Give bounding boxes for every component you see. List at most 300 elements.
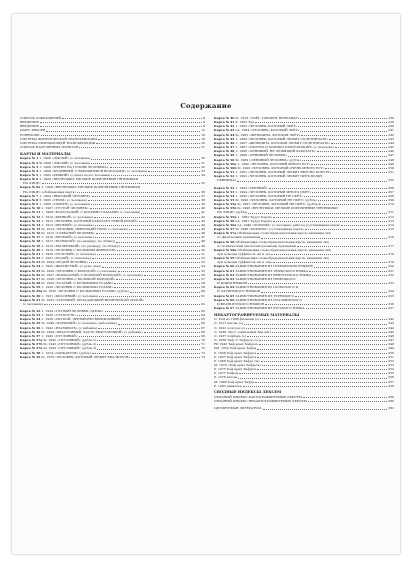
toc-entry-title: Sl. 1996 «ЧЕЛОВЕК, КОТОРЫЙ НЕ ПЬЁТ» (дубль) xyxy=(235,197,317,202)
dot-leader xyxy=(273,221,387,222)
map-number: Карта № 3 xyxy=(20,164,39,169)
toc-entry-title: 1. 1994 «ЧЕЛОВЕК, КОТОРЫЙ МНОГО ПЬЁТ» xyxy=(235,189,311,194)
toc-entry[interactable] xyxy=(214,406,394,410)
page-number: 71 xyxy=(201,342,205,347)
map-number: Карта № 24 xyxy=(20,264,41,269)
page-number: 32 xyxy=(201,164,205,169)
dot-leader xyxy=(41,135,201,136)
toc-entry-title: Sl. 1945 «ПУГЛИВЫЙ» (дубль-3) xyxy=(43,346,97,351)
page-number: 313 xyxy=(388,218,394,223)
page-title: Содержание xyxy=(180,102,232,110)
page-number: 42 xyxy=(201,214,205,219)
toc-entry-title: 1. 1907 «ГУСТОЙ ЧЕЛОВЕК» xyxy=(41,206,89,211)
page-number: 308 xyxy=(388,193,394,198)
dot-leader xyxy=(331,143,387,144)
dot-leader xyxy=(302,160,388,161)
dot-leader xyxy=(99,296,200,297)
dot-leader xyxy=(118,271,200,272)
toc-entry[interactable] xyxy=(214,384,394,388)
dot-leader xyxy=(98,328,200,329)
page-number: 309 xyxy=(388,197,394,202)
dot-leader xyxy=(273,262,387,263)
toc-entry[interactable] xyxy=(214,306,394,310)
map-number: Карта № 65 xyxy=(214,293,235,298)
dot-leader xyxy=(42,183,200,184)
dot-leader xyxy=(97,349,200,350)
page-number: 355 xyxy=(388,371,394,376)
dot-leader xyxy=(91,159,200,160)
dot-leader xyxy=(88,200,200,201)
toc-entry-title: 1. 1987 «ОХОТНО И ХОРОШО РАБОТАЮЩИЙ» (о человеке) xyxy=(235,145,334,150)
dot-leader xyxy=(92,258,200,259)
map-number: Карта № 67 xyxy=(214,306,235,311)
toc-entry-title: ВВЕДЕНИЕ xyxy=(20,120,39,125)
page-number: 27 xyxy=(201,145,205,150)
page-number: 9 xyxy=(203,124,205,129)
toc-entry-title: LA. 1981 Ъудух Ъэрдть xyxy=(235,218,273,223)
map-number: Карта № 38 xyxy=(20,350,41,355)
page-number: 41 xyxy=(201,210,205,215)
dot-leader xyxy=(148,171,200,172)
map-number: Карта № 42 xyxy=(214,124,235,129)
toc-entry-title: Л. 1937 ломбарь (о) xyxy=(214,333,246,338)
dot-leader xyxy=(144,275,200,276)
page-number: 241 xyxy=(388,128,394,133)
toc-entry-title: 1. 1925 «ЖИЛИСТЫЙ» (о руке, шее) xyxy=(41,264,101,269)
section-heading: НЕКАРТОГРАФИРУЕМЫЕ МАТЕРИАЛЫ xyxy=(214,312,300,317)
page-number: 350 xyxy=(388,350,394,355)
dot-leader xyxy=(95,225,200,226)
page-number: 40 xyxy=(201,206,205,211)
page-number: 55 xyxy=(201,268,205,273)
map-number: Карта № 46 xyxy=(214,140,235,145)
page-number: 239 xyxy=(388,120,394,125)
dot-leader xyxy=(96,233,200,234)
page-number: 50 xyxy=(201,247,205,252)
map-number: Карта № 25 xyxy=(20,268,41,273)
dot-leader xyxy=(305,229,388,230)
dot-leader xyxy=(257,353,387,354)
page-number: 345 xyxy=(388,329,394,334)
map-number: Карта № 39 xyxy=(20,354,41,359)
toc-entry-title: 1. 1917 «БОЛЬШОЙ» (по размеру, по облику) xyxy=(41,239,116,244)
dot-leader xyxy=(263,409,387,410)
dot-leader xyxy=(255,122,387,123)
dot-leader xyxy=(309,271,387,272)
dot-leader xyxy=(105,311,201,312)
page-number: 346 xyxy=(388,333,394,338)
map-number: Карта № 37в xyxy=(20,346,43,351)
dot-leader xyxy=(317,151,388,152)
page-number: 342 xyxy=(388,317,394,322)
page-number: 51 xyxy=(201,251,205,256)
toc-entry-title: М. 1970 «Ъэф арых Ъэфдьть» xyxy=(214,363,262,367)
dot-leader xyxy=(44,304,200,305)
toc-entry-title: Sl. 1978 «ЛЬЁТ, ГОВОРИТ НЕПРАВДУ» xyxy=(235,116,300,120)
map-number: Карта № 4 xyxy=(20,168,39,173)
dot-leader xyxy=(110,167,201,168)
dot-leader xyxy=(97,340,200,341)
dot-leader xyxy=(243,386,388,387)
toc-entry-title: Sl. 1998 «ВЕСНУШКИ, МЕЛКИЕ КОРИЧНЕВЫЕ ПЯТНЫШКИ xyxy=(237,206,338,211)
map-number: Карта № 49 xyxy=(214,153,235,158)
map-number: Карта № 2 xyxy=(20,160,39,165)
toc-entry-title: 1. 1934 «ГЛУПЫЙ ЧЕЛОВЕК, ДУРАК» xyxy=(41,308,104,313)
toc-entry-title: Sl. 1930 «ЧЕЛОВЕК С БОЛЬШИМИ УСАМИ» (дубль) xyxy=(43,289,129,294)
map-number: Карта № 20 xyxy=(20,247,41,252)
page-number: 357 xyxy=(388,379,394,384)
toc-entry-title: 1. 1987 «ЖЕНЩИНА, КОТОРАЯ ЛЮБИТ СПЛЕТНИЧАТЬ» xyxy=(235,140,331,145)
page-number: 43 xyxy=(201,218,205,223)
page-number: 37 xyxy=(201,193,205,198)
page-number: 318 xyxy=(388,252,394,256)
toc-entry-title: ЗАИМСТВОВАНИЯ ИЗ НЕМЕЦКОГО xyxy=(235,276,296,281)
dot-leader xyxy=(329,139,387,140)
dot-leader xyxy=(144,332,201,333)
toc-entry-title: 1. 1906 «ГОРБУН» (о человеке) xyxy=(39,202,91,207)
page-number: 54 xyxy=(201,264,205,269)
page-number: 9 xyxy=(203,120,205,125)
page-number: 238 xyxy=(388,116,394,120)
toc-entry-title: Sl. 1945 «ПУГЛИВЫЙ» (дубль-1) xyxy=(43,338,97,343)
map-number: Карта № 5 xyxy=(20,172,39,177)
page-number: 33 xyxy=(201,168,205,173)
map-number: Карта № 58а xyxy=(214,247,237,252)
dot-leader xyxy=(248,283,387,284)
toc-entry-title: 1. 1992 «ЧЕЛОВЕК, КОТОРЫЙ ЛЮБИТ ПИТЬ ВОДКУ, xyxy=(235,174,324,179)
page-number: 34 xyxy=(201,172,205,177)
toc-entry-title: Sl.1908 «ЛЫСЫЙ» (о человеке) xyxy=(39,160,91,165)
toc-entry-title: ЗАИМСТВОВАНИЯ ИЗ ВЕНГЕРСКОГО ЯЗЫКА xyxy=(235,272,312,277)
toc-entry-title: Р. 1978 катовь xyxy=(214,375,238,380)
toc-entry-title: 1. 1993 «ТРЕЗВЫЙ» xyxy=(235,185,268,190)
page-number: 246 xyxy=(388,149,394,154)
toc-entry-title: Sl. 1915 «ГОРБАТЫЙ ЧЕЛОВЕК» xyxy=(41,231,96,236)
toc-entry-title: ЗАИМСТВОВАНИЯ ИЗ ПОЛЬСКОГО И xyxy=(235,285,299,290)
dot-leader xyxy=(92,196,200,197)
dot-leader xyxy=(332,172,387,173)
map-number: Карта № 44 xyxy=(214,132,235,137)
page-number: 306 xyxy=(388,185,394,190)
map-number: Карта № 55в xyxy=(214,214,237,219)
dot-leader xyxy=(114,283,200,284)
toc-entry-title: 1. 1945 «ПУГЛИВЫЙ» xyxy=(41,333,78,338)
dot-leader xyxy=(248,213,387,214)
page-number: 31 xyxy=(201,160,205,165)
page-number: 382 xyxy=(388,406,394,411)
dot-leader xyxy=(96,143,200,144)
toc-entry-title: Р. 1975 Ъэф арых Ъэфдьть xyxy=(214,367,257,372)
map-number: Карта № 1 xyxy=(20,156,39,161)
map-number: Карта № 6 xyxy=(20,177,39,182)
dot-leader xyxy=(40,126,202,127)
dot-leader xyxy=(246,328,387,329)
page-number: 248 xyxy=(388,157,394,162)
toc-entry-title: 1. 1938 «СКУПОЙ, ЧРЕЗМЕРНО БЕРЕЖЛИВЫЙ» xyxy=(41,317,122,322)
page-number: 52 xyxy=(201,256,205,261)
toc-entry-title: И ИДИШ ЯЗЫКОВ xyxy=(217,281,248,286)
map-number: Карта № 6а xyxy=(20,185,41,190)
toc-entry-text xyxy=(214,384,242,388)
toc-entry-title: НА ЛИЦЕ» xyxy=(23,181,41,186)
toc-entry-text xyxy=(20,145,78,149)
toc-entry-title: ЗАИМСТВОВАНИЯ ИЗ ИТАЛЬЯНСКОГО xyxy=(235,297,302,302)
toc-entry-title: ЗАИМСТВОВАНИЯ ИЗ ТЮРКСКОГО ЯЗЫКА xyxy=(235,268,309,273)
page-number: 344 xyxy=(388,325,394,330)
toc-entry-title: при помощи суффиксов -ик и -ець xyxy=(217,260,272,265)
page-number: 244 xyxy=(388,140,394,145)
document-page xyxy=(12,14,400,554)
dot-leader xyxy=(239,373,387,374)
page-number: 63 xyxy=(201,308,205,313)
page-number: 352 xyxy=(388,358,394,363)
page-number: 16 xyxy=(201,132,205,137)
toc-entry-title: И ФРАНЦУЗСКОГО ЯЗЫКОВ xyxy=(217,301,265,306)
map-number: Карта № 50б xyxy=(214,165,237,170)
toc-entry-title: ЗАИМСТВОВАНИЯ ИЗ РУССКОГО ЯЗЫКА xyxy=(235,306,305,311)
toc-entry-title: 1. 1921 «ХУДОЙ» (о человеке) xyxy=(41,256,91,261)
dot-leader xyxy=(94,217,200,218)
toc-entry-title: 1. 1988 «ЛЕНИВЫЙ, НЕ ЛЮБЯЩИЙ РАБОТАТЬ» xyxy=(235,149,316,154)
map-number: Карта № 26 xyxy=(20,272,41,277)
map-number: Карта № 62 xyxy=(214,272,235,277)
dot-leader xyxy=(131,357,200,358)
toc-entry-title: 1. 1908 «ВЕСНУШКИ, МЕЛКИЕ КОРИЧНЕВЫЕ ПЯТНЫШКИ xyxy=(41,185,141,190)
dot-leader xyxy=(46,131,200,132)
map-number: Карта № 13 xyxy=(20,218,41,223)
map-number: Карта № 11 xyxy=(20,210,41,215)
toc-entry-title: 1. 1908 «ЛЫСЫЙ» (о человеке) xyxy=(39,156,91,161)
toc-right-column xyxy=(214,116,394,411)
page-number: 314 xyxy=(388,222,394,227)
map-number: Карта № 52 xyxy=(214,185,235,190)
map-number: Карта № 17 xyxy=(20,235,41,240)
dot-leader xyxy=(298,126,387,127)
map-number: Карта № 52 xyxy=(214,174,235,179)
map-number: Карта № 21 xyxy=(20,251,41,256)
map-number: Карта № 43 xyxy=(214,128,235,133)
dot-leader xyxy=(114,287,200,288)
page-number: 317 xyxy=(388,243,394,248)
page-number: 8 xyxy=(203,116,205,120)
page-number: 65 xyxy=(201,317,205,322)
toc-entry-title: И ЛАТИНСКОГО ЯЗЫКОВ xyxy=(217,289,260,294)
toc-entry-title: Sl. 1927 «БОРОДАТЫЙ, С БОЛЬШОЙ БОРОДОЙ» (о человеке) xyxy=(41,272,143,277)
dot-leader xyxy=(308,401,387,402)
map-number: Карта № 56 xyxy=(214,218,235,223)
dot-leader xyxy=(257,349,387,350)
page-number: 56 xyxy=(201,272,205,277)
toc-entry-title: 1. 1908 «КОСОЛАДЫЙ, С КОСЫМИ ГЛАЗАМИ» (о человеке) xyxy=(41,210,141,215)
dot-leader xyxy=(314,267,388,268)
toc-entry-title: Sl. 1990 «ЧЕЛОВЕК, КОТОРЫЙ ОЧЕНЬ МНОГО ЕСТ» xyxy=(237,165,325,170)
page-number: 68 xyxy=(201,329,205,334)
map-number: Карта № 16 xyxy=(20,231,41,236)
dot-leader xyxy=(40,122,202,123)
page-number: 316 xyxy=(388,235,394,240)
dot-leader xyxy=(297,246,387,247)
page-number: 310 xyxy=(388,202,394,207)
dot-leader xyxy=(265,304,387,305)
toc-entry-text xyxy=(217,178,236,182)
toc-entry-title: 1. 1930 «ЧЕЛОВЕК С БОЛЬШИМИ УСАМИ» xyxy=(41,285,114,290)
toc-entry-title: 1. 1919 «ЧЕЛОВЕК С БОЛЬШИМ ЖИВОТОМ» xyxy=(41,247,117,252)
dot-leader xyxy=(322,204,387,205)
map-number: Карта № 32 xyxy=(20,308,41,313)
page-number: 20 xyxy=(201,140,205,145)
page-number: 356 xyxy=(388,375,394,380)
page-number: 252 xyxy=(388,178,394,183)
toc-entry-title: 1. 1990 «ЧЕЛОВЕК, КОТОРЫЙ МНОГО ЕСТ» xyxy=(237,161,311,166)
page-number: 47 xyxy=(201,235,205,240)
page-number: 354 xyxy=(388,367,394,372)
page-number: 58 xyxy=(201,281,205,286)
dot-leader xyxy=(295,296,387,297)
toc-entry-title: НА ЛИЦЕ» (обобщающая карта) xyxy=(23,189,76,194)
dot-leader xyxy=(312,192,387,193)
dot-leader xyxy=(117,250,200,251)
map-number: Карта № 37 xyxy=(20,333,41,338)
map-number: Карта № 58 xyxy=(214,239,235,244)
dot-leader xyxy=(271,254,387,255)
page-number: 61 xyxy=(201,293,205,298)
toc-entry-title: Sl. 1929 «УСАТЫЙ, С БОЛЬШИМИ УСАМИ» xyxy=(41,281,114,286)
page-number: 353 xyxy=(388,363,394,367)
toc-entry-title: Л. 1922 золотов (о) xyxy=(214,325,245,330)
dot-leader xyxy=(259,340,387,341)
toc-entry-title: 1. 1995 «ЧЕЛОВЕК, КОТОРЫЙ НЕ ПЬЁТ» xyxy=(235,193,303,198)
toc-entry-title: ИАНЗ. PROOPR xyxy=(20,128,46,133)
dot-leader xyxy=(257,357,387,358)
map-number: Карта № 56а xyxy=(214,222,237,227)
map-number: Карта № 12 xyxy=(20,214,41,219)
dot-leader xyxy=(92,353,200,354)
map-number: Карта № 37а xyxy=(20,338,43,343)
page-number: 324 xyxy=(388,289,394,294)
page-number: 245 xyxy=(388,145,394,150)
toc-entry-title: 1. 1986 «ЧЕЛОВЕК, КОТОРЫЙ ЛЮБИТ СПЛЕТНИЧАТЬ» xyxy=(235,136,329,141)
map-number: Карта № 53 xyxy=(214,189,235,194)
toc-entry-title: Л. 1938 Ъэф от Ъэфдьть (о) xyxy=(214,338,258,343)
dot-leader xyxy=(238,378,387,379)
dot-leader xyxy=(269,188,387,189)
dot-leader xyxy=(77,315,200,316)
toc-entry-title: Обобщающая словообразовательная карта: названия лиц xyxy=(235,256,329,261)
toc-entry-title: СПИСОК СОКРАЩЕНИЙ xyxy=(20,116,62,120)
toc-entry-title: Sl. 1946 «ХОРОШО» (составленная карта) xyxy=(235,227,304,232)
toc-entry-title: Р. 1977 Ъэфьдь xyxy=(214,371,239,376)
toc-entry-title: 1. 1908 «ПЯТНО НА ГОЛОВЕ ЧЕЛОВЕКА» xyxy=(39,164,109,169)
page-number: 45 xyxy=(201,227,205,231)
toc-entry-title: FP. 1943 Ъэф арых Ъэфдьть xyxy=(214,342,258,347)
section-heading: КАРТЫ И МАТЕРИАЛЫ xyxy=(20,151,71,156)
toc-entry-title: Л. 1917 катовь (о) xyxy=(214,321,243,326)
page-number: 380 xyxy=(388,399,394,404)
page-number: 250 xyxy=(388,165,394,170)
page-number: 240 xyxy=(388,124,394,129)
page-number: 322 xyxy=(388,272,394,277)
page-number: 35 xyxy=(201,181,205,186)
toc-entry[interactable] xyxy=(20,355,205,359)
toc-entry-title: 1. 1974 «ЗАИКАЕТСЯ» (дубль) xyxy=(41,350,91,355)
toc-entry-title: 1. 1942 «ВЗАЗЫВАТЬ» (о ребенке) xyxy=(41,325,97,330)
dot-leader xyxy=(303,397,387,398)
toc-entry-title: СВОДНЫЙ ИНДЕКС НЕКАРТОГРАФИРУЕМЫХ ЛЕКСЕМ xyxy=(214,399,307,404)
dot-leader xyxy=(341,225,387,226)
dot-leader xyxy=(311,164,387,165)
toc-entry-title: Sl. 1989 «ЛЕНИВЫЙ ЧЕЛОВЕК» (дубль) xyxy=(235,157,301,162)
toc-entry-title: 1. 1913 «ХРОМОЙ» (о человеке) xyxy=(41,222,94,227)
map-number: Карта № 15 xyxy=(20,227,41,231)
map-number: Карта № 7 xyxy=(20,193,39,198)
map-number: Карта № 36 xyxy=(20,325,41,330)
page-number: 351 xyxy=(388,354,394,359)
dot-leader xyxy=(237,181,387,182)
page-number: 343 xyxy=(388,321,394,326)
toc-entry-title: СПИСОК НАСЕЛЕННЫХ ПУНКТОВ xyxy=(20,145,79,150)
map-number: Карта № 36 xyxy=(20,329,41,334)
page-number: 325 xyxy=(388,293,394,298)
toc-entry-title: Р. 1957 Ъэф арых Ъэфдьть xyxy=(214,354,257,359)
dot-leader xyxy=(111,175,200,176)
toc-entry-text xyxy=(214,399,307,403)
toc-entry-title: ВВЕДЕНИЕ xyxy=(20,124,39,129)
toc-entry-title: ЗАИМСТВОВАНИЯ ИЗ ГЕРМАНСКИХ ЯЗЫКОВ xyxy=(235,264,313,269)
toc-entry-title: Р. 1968 Ъэф арых Ъэфдь тыс xyxy=(214,358,260,363)
dot-leader xyxy=(300,118,387,119)
map-number: Карта № 14 xyxy=(20,222,41,227)
page-number: 15 xyxy=(201,128,205,133)
dot-leader xyxy=(91,163,200,164)
dot-leader xyxy=(261,238,387,239)
map-number: Карта № 57 xyxy=(214,227,235,232)
toc-entry-title: Р. 1956 Ъэф арых Ъэфдьть xyxy=(214,350,257,355)
toc-entry-title: Обобщающая словообразовательная карта: названия лиц xyxy=(237,247,331,252)
dot-leader xyxy=(121,246,200,247)
toc-entry-title: 1. 1916 «ХРОМОЙ» (о человеке) xyxy=(41,235,94,240)
dot-leader xyxy=(90,208,200,209)
page-number: 30 xyxy=(201,156,205,161)
toc-entry-title: 1. 1908 «КУДРЯВЫЙ, С ВЬЮЩИМИСЯ ВОЛОСАМИ» (о человеке) xyxy=(39,168,148,173)
toc-entry-text xyxy=(214,406,262,410)
page-number: 323 xyxy=(388,281,394,286)
map-number: Карта № 47 xyxy=(214,145,235,150)
dot-leader xyxy=(123,319,200,320)
toc-entry-title: FOREWORD xyxy=(20,132,40,137)
toc-entry-title: Обобщающая словообразовательная карта: названия лиц xyxy=(237,231,331,236)
page-number: 70 xyxy=(201,338,205,343)
page-number: 60 xyxy=(201,289,205,294)
map-number: Карта № 31 xyxy=(20,297,41,302)
page-number: 38 xyxy=(201,197,205,202)
page-number: 307 xyxy=(388,189,394,194)
page-number: 312 xyxy=(388,214,394,219)
toc-entry-text xyxy=(20,355,130,359)
toc-left-column xyxy=(20,116,205,359)
toc-entry-title: Sl. 1945 «ПУГЛИВЫЙ» (дубль-2) xyxy=(43,342,97,347)
map-number: Карта № 55а xyxy=(214,202,237,207)
dot-leader xyxy=(79,147,200,148)
toc-entry-title: по психическим (интеллектуальным) признакам xyxy=(217,243,296,248)
page-number: 315 xyxy=(388,227,394,232)
map-number: Карта № 50 xyxy=(214,157,235,162)
toc-entry-title: LA. 1946 «ХОРОШО» (о человеке, работе) (составленная карта) xyxy=(237,222,341,227)
toc-entry[interactable] xyxy=(20,145,205,149)
dot-leader xyxy=(273,217,387,218)
page-number: 59 xyxy=(201,285,205,290)
page-number: 64 xyxy=(201,313,205,318)
page-number: 326 xyxy=(388,301,394,306)
